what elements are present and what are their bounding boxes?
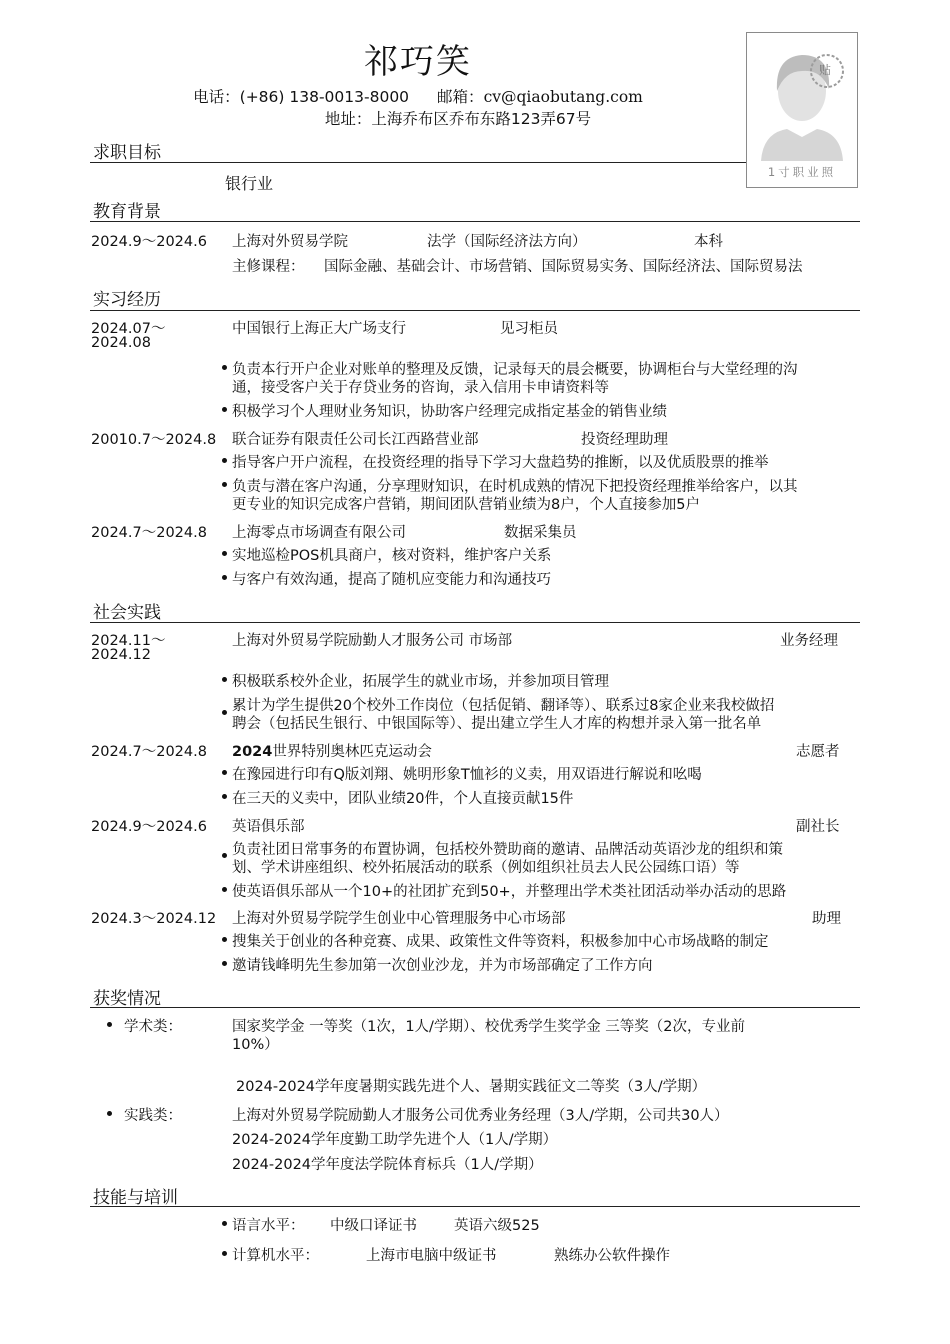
bullet-icon <box>222 853 227 858</box>
social-org: 上海对外贸易学院励勤人才服务公司 市场部 <box>232 633 513 649</box>
bullet-icon <box>222 710 227 715</box>
contact-line <box>0 85 836 107</box>
social-role: 副社长 <box>796 819 840 835</box>
education-degree: 本科 <box>694 234 723 250</box>
social-org: 英语俱乐部 <box>232 819 305 835</box>
email-label: 邮箱： <box>437 88 484 106</box>
bullet-icon <box>222 794 227 799</box>
internship-org: 中国银行上海正大广场支行 <box>232 321 406 337</box>
bullet-text: 通，接受客户关于存贷业务的咨询，录入信用卡申请资料等 <box>232 380 609 396</box>
section-divider <box>90 221 860 222</box>
skill-item: 英语六级525 <box>454 1218 540 1234</box>
skill-item: 中级口译证书 <box>330 1218 417 1234</box>
social-role: 志愿者 <box>796 744 840 760</box>
photo-placeholder <box>746 32 858 188</box>
section-divider <box>90 1007 860 1008</box>
bullet-icon <box>222 458 227 463</box>
bullet-icon <box>222 1221 227 1226</box>
bullet-icon <box>222 887 227 892</box>
bullet-text: 在豫园进行印有Q版刘翔、姚明形象T恤衫的义卖，用双语进行解说和吆喝 <box>232 767 702 783</box>
bullet-icon <box>222 937 227 942</box>
bullet-icon <box>222 575 227 580</box>
bullet-icon <box>222 551 227 556</box>
phone: (+86) 138-0013-8000 <box>239 88 410 106</box>
bullet-icon <box>107 1111 112 1116</box>
internship-org: 上海零点市场调查有限公司 <box>232 525 406 541</box>
social-org-text: 世界特别奥林匹克运动会 <box>272 744 432 760</box>
bullet-text: 搜集关于创业的各种竞赛、成果、政策性文件等资料，积极参加中心市场战略的制定 <box>232 934 769 950</box>
bullet-text: 负责本行开户企业对账单的整理及反馈，记录每天的晨会概要，协调柜台与大堂经理的沟 <box>232 362 798 378</box>
bullet-text: 积极联系校外企业，拓展学生的就业市场，并参加项目管理 <box>232 674 609 690</box>
award-text: 10%） <box>232 1037 279 1053</box>
section-divider <box>90 1206 860 1207</box>
social-date: 2024.9～2024.6 <box>91 819 207 835</box>
internship-role: 数据采集员 <box>504 525 577 541</box>
internship-org: 联合证券有限责任公司长江西路营业部 <box>232 432 479 448</box>
award-text: 2024-2024学年度暑期实践先进个人、暑期实践征文二等奖（3人/学期） <box>236 1079 707 1095</box>
social-date: 2024.7～2024.8 <box>91 744 207 760</box>
objective-value: 银行业 <box>225 174 274 193</box>
bullet-icon <box>222 677 227 682</box>
bullet-text: 划、学术讲座组织、校外拓展活动的联系（例如组织社员去人民公园练口语）等 <box>232 860 740 876</box>
section-title-objective: 求职目标 <box>93 143 161 163</box>
section-divider <box>90 310 860 311</box>
bullet-text: 指导客户开户流程，在投资经理的指导下学习大盘趋势的推断，以及优质股票的推举 <box>232 455 769 471</box>
bullet-icon <box>222 961 227 966</box>
section-title-social: 社会实践 <box>93 603 161 623</box>
social-date: 2024.12 <box>91 647 151 663</box>
section-divider <box>90 162 746 163</box>
award-text: 国家奖学金 一等奖（1次，1人/学期）、校优秀学生奖学金 三等奖（2次，专业前 <box>232 1019 746 1035</box>
social-date: 2024.3～2024.12 <box>91 911 217 927</box>
social-role: 业务经理 <box>780 633 838 649</box>
section-title-education: 教育背景 <box>93 202 161 222</box>
internship-role: 投资经理助理 <box>581 432 668 448</box>
bullet-icon <box>222 1251 227 1256</box>
internship-date: 20010.7～2024.8 <box>91 432 217 448</box>
bullet-text: 负责与潜在客户沟通，分享理财知识，在时机成熟的情况下把投资经理推举给客户，以其 <box>232 479 798 495</box>
photo-caption: 1寸职业照 <box>767 165 837 179</box>
bullet-icon <box>222 365 227 370</box>
bullet-text: 积极学习个人理财业务知识，协助客户经理完成指定基金的销售业绩 <box>232 404 667 420</box>
bullet-text: 负责社团日常事务的布置协调，包括校外赞助商的邀请、品牌活动英语沙龙的组织和策 <box>232 842 783 858</box>
bullet-text: 邀请钱峰明先生参加第一次创业沙龙，并为市场部确定了工作方向 <box>232 958 653 974</box>
social-org-bold: 2024 <box>232 744 273 760</box>
bullet-text: 更专业的知识完成客户营销，期间团队营销业绩为8户，个人直接参加5户 <box>232 497 700 513</box>
awards-practice-label: 实践类： <box>124 1108 182 1124</box>
resume-name: 祁巧笑 <box>364 42 472 82</box>
award-text: 2024-2024学年度勤工助学先进个人（1人/学期） <box>232 1132 558 1148</box>
bullet-text: 实地巡检POS机具商户，核对资料，维护客户关系 <box>232 548 552 564</box>
education-school: 上海对外贸易学院 <box>232 234 348 250</box>
award-text: 上海对外贸易学院励勤人才服务公司优秀业务经理（3人/学期，公司共30人） <box>232 1108 729 1124</box>
awards-academic-label: 学术类： <box>124 1019 182 1035</box>
social-org: 上海对外贸易学院学生创业中心管理服务中心市场部 <box>232 911 566 927</box>
education-date: 2024.9～2024.6 <box>91 234 207 250</box>
courses: 国际金融、基础会计、市场营销、国际贸易实务、国际经济法、国际贸易法 <box>324 259 803 275</box>
photo-stamp: 贴 <box>819 63 832 77</box>
section-title-awards: 获奖情况 <box>93 989 161 1009</box>
social-role: 助理 <box>812 911 841 927</box>
internship-date: 2024.08 <box>91 335 151 351</box>
bullet-icon <box>222 407 227 412</box>
bullet-text: 累计为学生提供20个校外工作岗位（包括促销、翻译等）、联系过8家企业来我校做招 <box>232 698 775 714</box>
skill-item: 熟练办公软件操作 <box>554 1248 670 1264</box>
skill-item: 上海市电脑中级证书 <box>366 1248 497 1264</box>
bullet-icon <box>107 1022 112 1027</box>
social-date: 2024.11～ <box>91 633 166 649</box>
section-divider <box>90 622 860 623</box>
bullet-text: 与客户有效沟通，提高了随机应变能力和沟通技巧 <box>232 572 551 588</box>
email: cv@qiaobutang.com <box>483 88 643 106</box>
courses-label: 主修课程： <box>232 259 305 275</box>
phone-label: 电话： <box>193 88 240 106</box>
social-org <box>232 740 432 761</box>
internship-role: 见习柜员 <box>500 321 558 337</box>
section-title-internship: 实习经历 <box>93 290 161 310</box>
award-text: 2024-2024学年度法学院体育标兵（1人/学期） <box>232 1157 543 1173</box>
bullet-text: 聘会（包括民生银行、中银国际等）、提出建立学生人才库的构想并录入第一批名单 <box>232 716 762 732</box>
bullet-text: 使英语俱乐部从一个10+的社团扩充到50+，并整理出学术类社团活动举办活动的思路 <box>232 884 787 900</box>
bullet-icon <box>222 770 227 775</box>
bullet-text: 在三天的义卖中，团队业绩20件，个人直接贡献15件 <box>232 791 574 807</box>
internship-date: 2024.7～2024.8 <box>91 525 207 541</box>
education-major: 法学（国际经济法方向） <box>427 234 587 250</box>
skills-language-label: 语言水平： <box>232 1218 305 1234</box>
bullet-icon <box>222 482 227 487</box>
address: 地址：上海乔布区乔布东路123弄67号 <box>324 110 592 128</box>
section-title-skills: 技能与培训 <box>93 1188 178 1208</box>
skills-computer-label: 计算机水平： <box>232 1248 319 1264</box>
internship-date: 2024.07～ <box>91 321 166 337</box>
